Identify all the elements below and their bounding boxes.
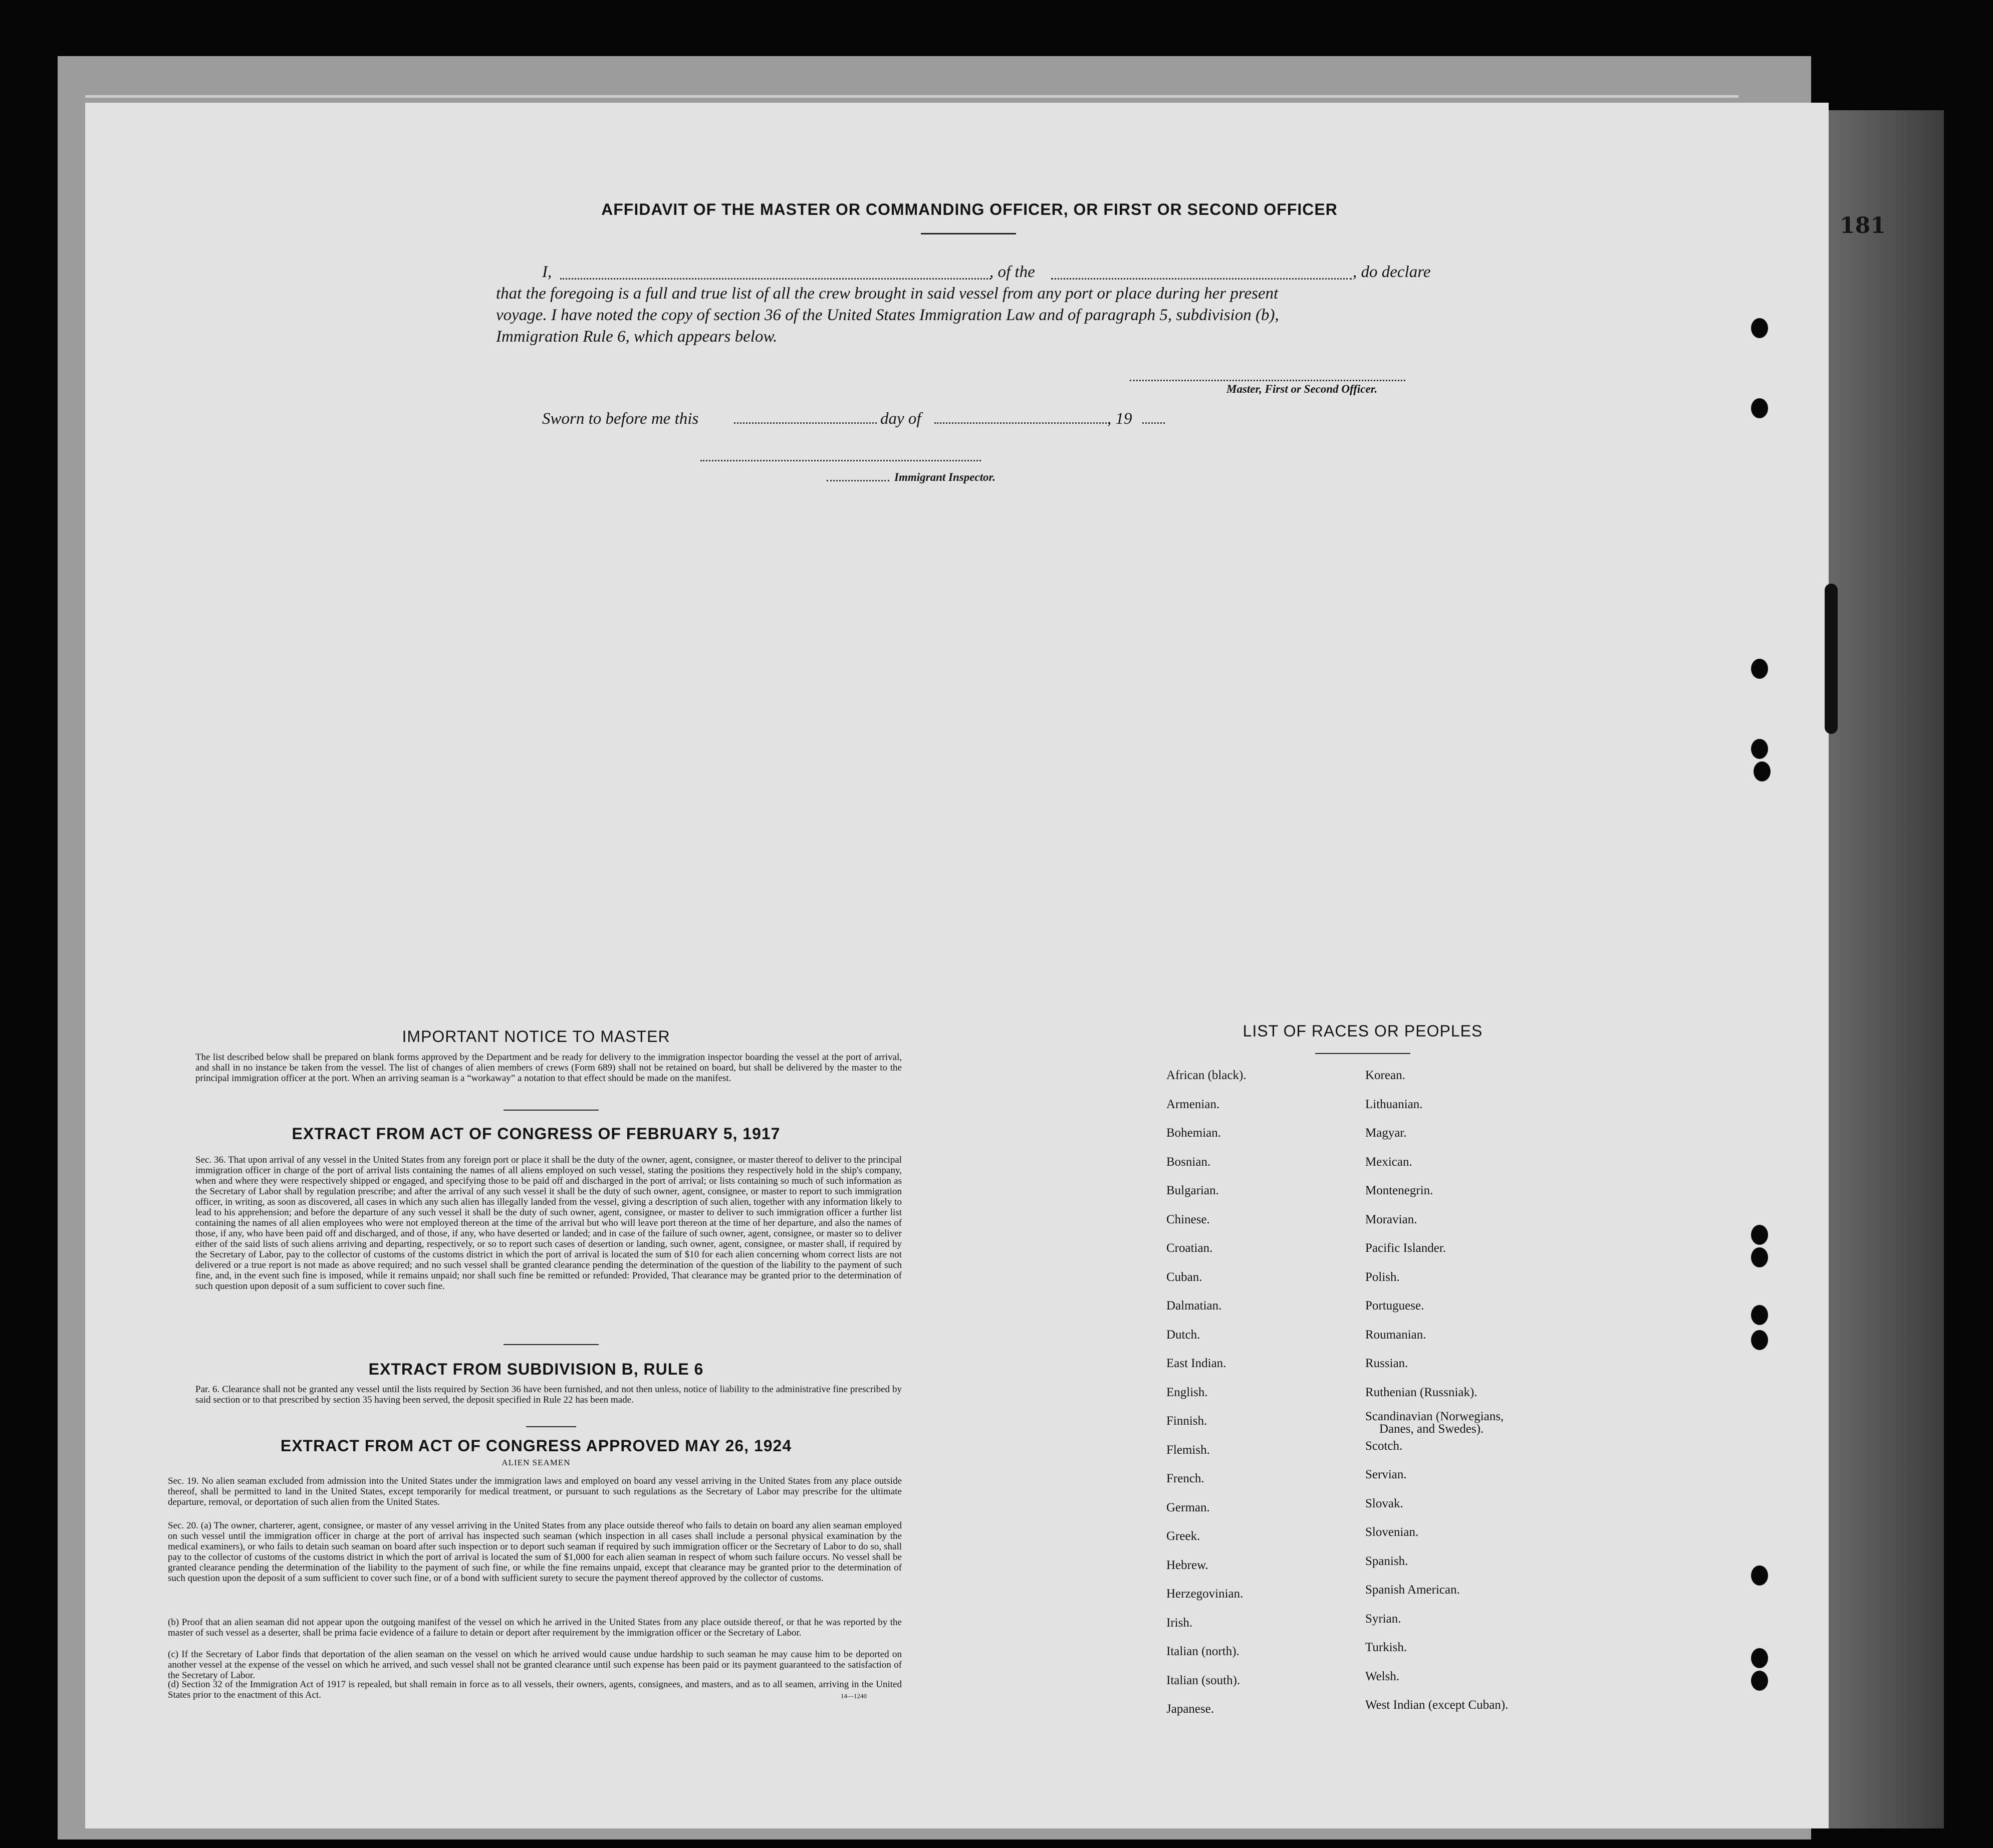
race-item: Pacific Islander. xyxy=(1365,1241,1446,1255)
race-item: Spanish American. xyxy=(1365,1583,1460,1597)
punch-hole xyxy=(1754,761,1771,781)
master-signature-label: Master, First or Second Officer. xyxy=(1226,383,1378,395)
master-signature-blank[interactable] xyxy=(1130,380,1405,381)
alien-seamen-subtitle: ALIEN SEAMEN xyxy=(502,1458,571,1467)
title-underline xyxy=(921,233,1016,234)
divider xyxy=(504,1110,599,1111)
affidavit-line-2: that the foregoing is a full and true list of all the crew brought in said vessel from any port or place during her present xyxy=(496,285,1279,303)
race-item: West Indian (except Cuban). xyxy=(1365,1698,1509,1712)
race-item: Bulgarian. xyxy=(1166,1184,1219,1197)
race-item: Lithuanian. xyxy=(1365,1097,1423,1111)
race-item: Mexican. xyxy=(1365,1155,1412,1169)
race-item-two-line xyxy=(1365,1410,1508,1439)
race-item: Greek. xyxy=(1166,1529,1200,1543)
race-item: Bohemian. xyxy=(1166,1126,1221,1140)
race-item: Magyar. xyxy=(1365,1126,1407,1140)
race-item: Korean. xyxy=(1365,1069,1405,1082)
punch-hole xyxy=(1751,318,1768,338)
punch-hole xyxy=(1751,739,1768,759)
affidavit-line-3: voyage. I have noted the copy of section 36 of the United States Immigration Law and of paragraph 5, subdivision (b), xyxy=(496,306,1279,324)
race-item: Roumanian. xyxy=(1365,1328,1426,1342)
punch-hole xyxy=(1751,1225,1768,1245)
race-item: Russian. xyxy=(1365,1357,1408,1370)
inspector-label: Immigrant Inspector. xyxy=(894,471,995,483)
race-item: German. xyxy=(1166,1500,1210,1514)
inspector-leader xyxy=(827,480,889,481)
sec-20b-text: (b) Proof that an alien seaman did not appear upon the outgoing manifest of the vessel on which he arrived in the United States from any place outside thereof, or that he was reported by the master of such vessel as a deserter, shall be prima facie evidence of a failure to detain or deport after requirement by the immigration officer or the Secretary of Labor. xyxy=(168,1617,902,1638)
race-item: English. xyxy=(1166,1385,1208,1399)
race-item: Servian. xyxy=(1365,1468,1407,1481)
races-right-column xyxy=(1365,1069,1508,1727)
punch-hole xyxy=(1751,398,1768,418)
race-item: Scotch. xyxy=(1365,1439,1403,1453)
sec-20c-text: (c) If the Secretary of Labor finds that deportation of the alien seaman on the vessel on which he arrived would cause undue hardship to such seaman he may cause him to be deported on another vessel at the expense of the vessel on which he arrived, and such vessel shall not be granted clearance until such expense has been paid or its payment guaranteed to the satisfaction of the Secretary of Labor. xyxy=(168,1649,902,1681)
race-item: Polish. xyxy=(1365,1270,1400,1284)
extract-1924-title: EXTRACT FROM ACT OF CONGRESS APPROVED MAY 26, 1924 xyxy=(280,1437,792,1455)
affidavit-line-4: Immigration Rule 6, which appears below. xyxy=(496,328,778,346)
divider xyxy=(526,1426,576,1427)
extract-1917-text: Sec. 36. That upon arrival of any vessel in the United States from any foreign port or place it shall be the duty of the owner, agent, consignee, or master thereof to deliver to the principal immigration officer in charge of the port of arrival lists containing the names of all aliens employed on such vessel, stating the positions they respectively hold in the ship's company, when and where they were respectively shipped or engaged, and specifying those to be paid off and discharged in the port of arrival; or lists containing so much of such information as the Secretary of Labor shall by regulation prescribe; and after the arrival of any such vessel it shall be the duty of such owner, agent, consignee, or master to report to such immigration officer, in writing, as soon as discovered, all cases in which any such alien has illegally landed from the vessel, giving a description of such alien, together with any information likely to lead to his apprehension; and before the departure of any such vessel it shall be the duty of such owner, agent, consignee, or master to deliver to such immigration officer a further list containing the names of all alien employees who were not employed thereon at the time of the arrival but who will leave port thereon at the time of her departure, and also the names of those, if any, who have been paid off and discharged, and of those, if any, who have deserted or landed; and in case of the failure of such owner, agent, consignee, or master so to deliver either of the said lists of such aliens arriving and departing, respectively, or so to report such cases of desertion or landing, such owner, agent, consignee, or master shall, if required by the Secretary of Labor, pay to the collector of customs of the customs district in which the port of arrival is located the sum of $10 for each alien concerning whom correct lists are not delivered or a true report is not made as above required; and no such vessel shall be granted clearance pending the determination of the question of the liability to the payment of such fine, and, in the event such fine is imposed, while it remains unpaid; nor shall such fine be remitted or refunded: Provided, That clearance may be granted prior to the determination of such question upon deposit of a sum sufficient to cover such fine. xyxy=(195,1155,902,1291)
sworn-label: Sworn to before me this xyxy=(542,410,699,428)
race-item: Scandinavian (Norwegians, xyxy=(1365,1410,1504,1423)
race-item: French. xyxy=(1166,1472,1204,1485)
subdivision-b-title: EXTRACT FROM SUBDIVISION B, RULE 6 xyxy=(368,1360,704,1378)
page-number: 181 xyxy=(1840,213,1886,238)
race-item: Ruthenian (Russniak). xyxy=(1365,1385,1477,1399)
form-number: 14—1240 xyxy=(841,1692,867,1700)
punch-hole xyxy=(1751,1247,1768,1267)
page-edge xyxy=(85,95,1738,98)
sec-20d-text: (d) Section 32 of the Immigration Act of 1917 is repealed, but shall remain in force as to all vessels, their owners, agents, consignees, and masters, and as to all seamen, arriving in the United States prior to the enactment of this Act. xyxy=(168,1679,902,1700)
race-item: Hebrew. xyxy=(1166,1558,1208,1572)
year-label: , 19 xyxy=(1107,410,1132,428)
race-item: African (black). xyxy=(1166,1069,1247,1082)
sworn-month-blank[interactable] xyxy=(934,422,1110,424)
races-underline xyxy=(1315,1053,1410,1054)
race-item: Slovenian. xyxy=(1365,1525,1419,1539)
race-item: Turkish. xyxy=(1365,1641,1407,1654)
punch-hole xyxy=(1751,1565,1768,1586)
affidavit-title: AFFIDAVIT OF THE MASTER OR COMMANDING OFFICER, OR FIRST OR SECOND OFFICER xyxy=(601,200,1338,218)
race-item: Irish. xyxy=(1166,1616,1193,1630)
vessel-blank[interactable] xyxy=(1051,278,1352,280)
notice-title: IMPORTANT NOTICE TO MASTER xyxy=(402,1027,670,1045)
subdivision-b-text: Par. 6. Clearance shall not be granted any vessel until the lists required by Section 36 have been furnished, and not then unless, notice of liability to the administrative fine prescribed by said section or to that prescribed by section 35 having been served, the deposit specified in Rule 22 has been made. xyxy=(195,1384,902,1405)
do-declare-label: , do declare xyxy=(1353,263,1431,281)
extract-1917-title: EXTRACT FROM ACT OF CONGRESS OF FEBRUARY 5, 1917 xyxy=(292,1125,781,1143)
punch-hole xyxy=(1751,1305,1768,1325)
race-item-continuation: Danes, and Swedes). xyxy=(1379,1422,1484,1436)
race-item: Spanish. xyxy=(1365,1554,1408,1568)
notice-text: The list described below shall be prepared on blank forms approved by the Department and be ready for delivery to the immigration inspector boarding the vessel at the port of arrival, and shall in no instance be taken from the vessel. The list of changes of alien members of crews (Form 689) shall not be retained on board, but shall be delivered by the master to the principal immigration officer at the port. When an arriving seaman is a “workaway” a notation to that effect should be made on the manifest. xyxy=(195,1052,902,1084)
race-item: Finnish. xyxy=(1166,1414,1207,1428)
race-item: Herzegovinian. xyxy=(1166,1587,1243,1601)
sworn-day-blank[interactable] xyxy=(734,422,877,424)
sec-19-text: Sec. 19. No alien seaman excluded from admission into the United States under the immigration laws and employed on board any vessel arriving in the United States from any place outside thereof, shall be permitted to land in the United States, except temporarily for medical treatment, or pursuant to such regulations as the Secretary of Labor may prescribe for the ultimate departure, removal, or deportation of such alien from the United States. xyxy=(168,1476,902,1507)
race-item: Moravian. xyxy=(1365,1212,1417,1226)
race-item: Welsh. xyxy=(1365,1669,1400,1683)
divider xyxy=(504,1344,599,1345)
race-item: Montenegrin. xyxy=(1365,1184,1433,1197)
inspector-signature-blank[interactable] xyxy=(700,460,981,461)
year-blank[interactable] xyxy=(1142,422,1165,424)
race-item: Portuguese. xyxy=(1365,1299,1424,1312)
race-item: Dalmatian. xyxy=(1166,1299,1222,1312)
race-item: East Indian. xyxy=(1166,1357,1226,1370)
punch-hole xyxy=(1751,1648,1768,1668)
race-item: Armenian. xyxy=(1166,1097,1220,1111)
binder-clip xyxy=(1825,584,1838,734)
race-item: Japanese. xyxy=(1166,1702,1214,1716)
name-blank[interactable] xyxy=(560,278,991,280)
race-item: Chinese. xyxy=(1166,1212,1210,1226)
race-item: Cuban. xyxy=(1166,1270,1202,1284)
race-item: Bosnian. xyxy=(1166,1155,1211,1169)
punch-hole xyxy=(1751,1330,1768,1350)
race-item: Slovak. xyxy=(1365,1496,1403,1510)
race-item: Flemish. xyxy=(1166,1443,1210,1457)
race-item: Italian (south). xyxy=(1166,1673,1240,1687)
affidavit-i-label: I, xyxy=(542,263,552,281)
day-of-label: day of xyxy=(880,410,921,428)
race-item: Italian (north). xyxy=(1166,1645,1239,1658)
race-item: Syrian. xyxy=(1365,1612,1401,1626)
race-item: Croatian. xyxy=(1166,1241,1213,1255)
race-item: Dutch. xyxy=(1166,1328,1200,1342)
races-title: LIST OF RACES OR PEOPLES xyxy=(1242,1022,1483,1040)
of-the-label: , of the xyxy=(989,263,1035,281)
punch-hole xyxy=(1751,659,1768,679)
underlying-page-edge xyxy=(1819,110,1944,1828)
punch-hole xyxy=(1751,1671,1768,1691)
sec-20-text: Sec. 20. (a) The owner, charterer, agent, consignee, or master of any vessel arriving in the United States from any place outside thereof who fails to detain on board any alien seaman employed on such vessel until the immigration officer in charge at the port of arrival has inspected such seaman (which inspection in all cases shall include a personal physical examination by the medical examiners), or who fails to detain such seaman on board after such inspection or to deport such seaman if required by such immigration officer or the Secretary of Labor to do so, shall pay to the collector of customs of the customs district in which the port of arrival is located the sum of $1,000 for each alien seaman in respect of whom such failure occurs. No vessel shall be granted clearance pending the determination of the liability to the payment of such fine, or while the fine remains unpaid, except that clearance may be granted prior to the determination of such question upon the deposit of a sum sufficient to cover such fine, or of a bond with sufficient surety to secure the payment thereof approved by the collector of customs. xyxy=(168,1520,902,1583)
races-left-column xyxy=(1166,1069,1247,1731)
